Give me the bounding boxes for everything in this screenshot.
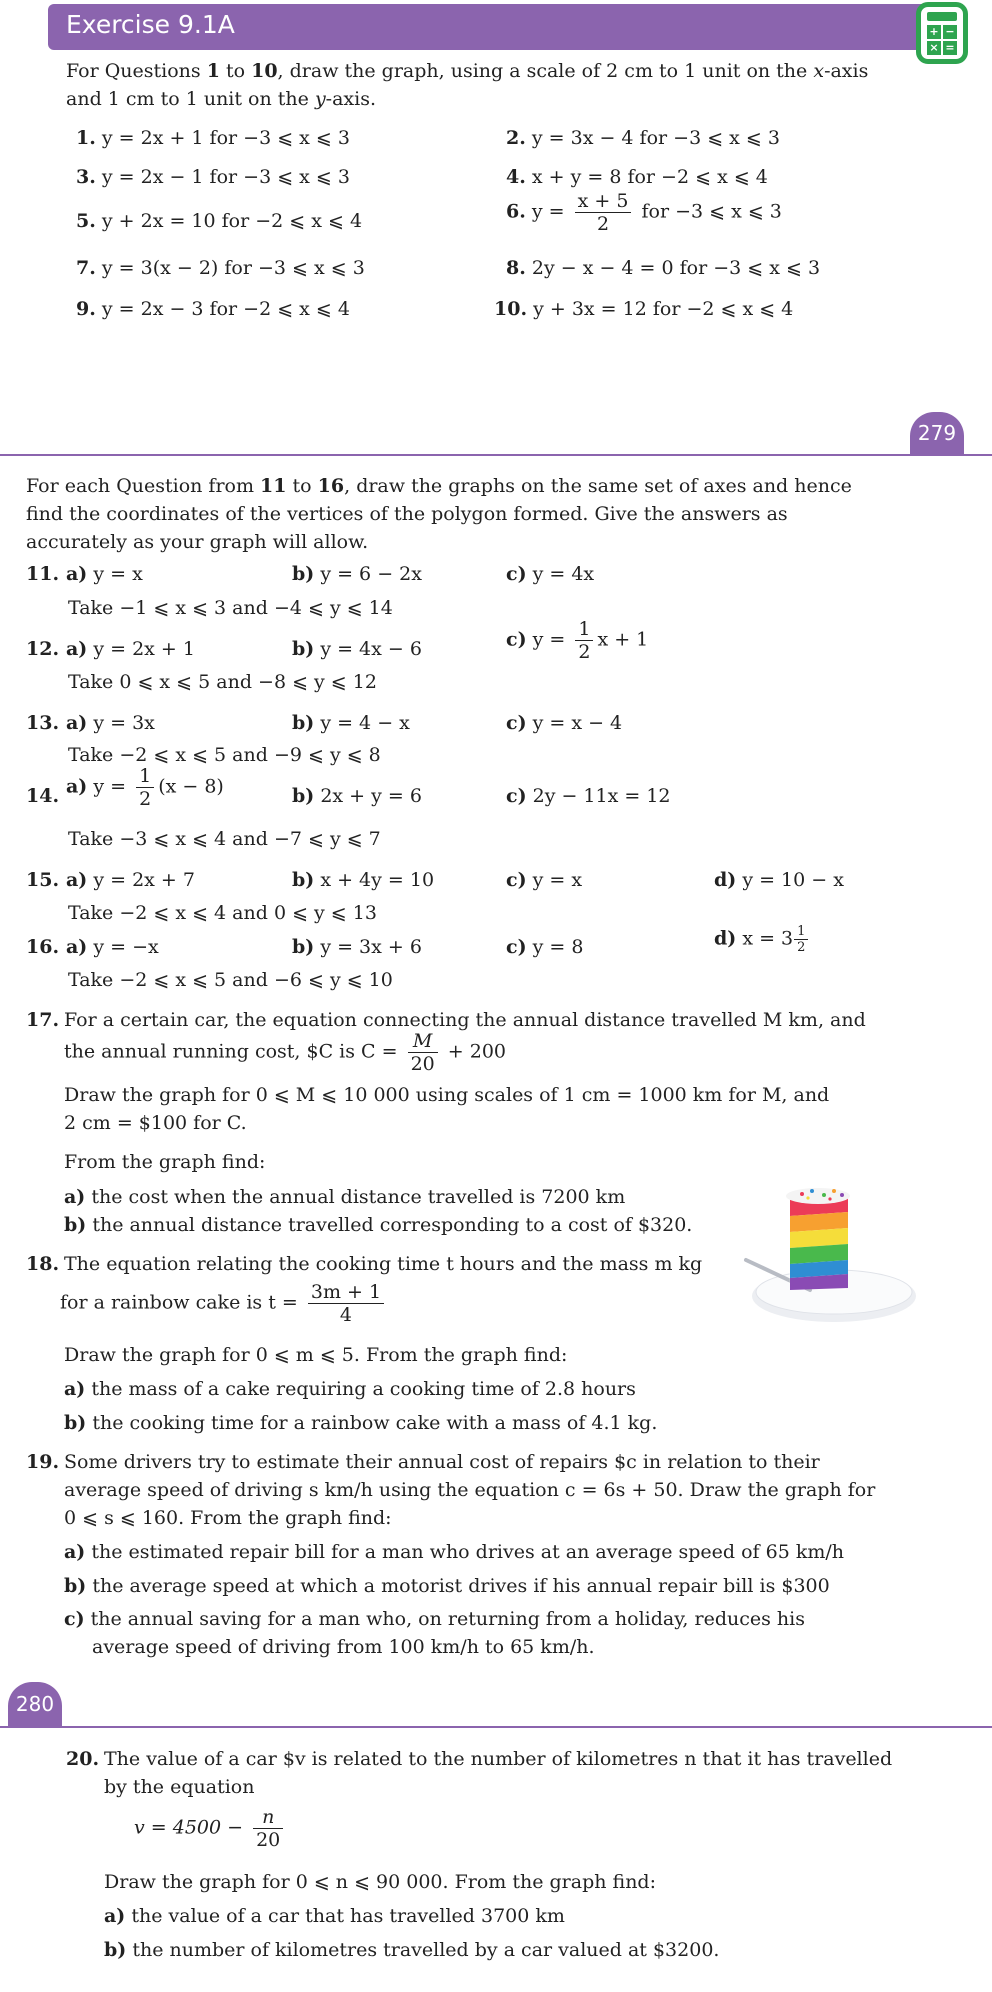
question-15-c	[506, 866, 582, 894]
question-text: x + y = 8 for −2 ⩽ x ⩽ 4	[531, 166, 768, 188]
page-number-badge: 279	[910, 412, 964, 454]
fraction	[408, 1030, 438, 1075]
part-label: a)	[64, 1186, 86, 1208]
question-13-c	[506, 709, 622, 737]
question-17-a	[64, 1183, 625, 1211]
question-11-range: Take −1 ⩽ x ⩽ 3 and −4 ⩽ y ⩽ 14	[68, 597, 393, 619]
part-label: b)	[64, 1214, 87, 1236]
question-number: 16.	[26, 936, 60, 958]
question-text: y = 2x + 1	[93, 638, 195, 660]
question-text: y = x − 4	[532, 712, 623, 734]
question-text: 2y − x − 4 = 0 for −3 ⩽ x ⩽ 3	[531, 257, 821, 279]
intro-text: , draw the graph, using a scale of 2 cm to 1 unit on the	[277, 60, 814, 82]
question-number: 1.	[76, 127, 96, 149]
question-text: y = 3x	[93, 712, 155, 734]
question-17-line-3: Draw the graph for 0 ⩽ M ⩽ 10 000 using scales of 1 cm = 1000 km for M, and	[64, 1084, 830, 1106]
part-label: a)	[66, 775, 88, 798]
question-text: y = 4 − x	[320, 712, 410, 734]
intro2-line-1	[26, 472, 852, 500]
intro-number: 11	[260, 475, 287, 497]
fraction-numerator: 1	[578, 618, 591, 640]
question-12-a	[66, 635, 195, 663]
question-text: for −3 ⩽ x ⩽ 3	[635, 200, 782, 223]
question-text: y =	[93, 775, 133, 798]
intro-text: and 1 cm to 1 unit on the	[66, 88, 315, 110]
question-20-line-3: Draw the graph for 0 ⩽ n ⩽ 90 000. From the graph find:	[104, 1871, 656, 1893]
question-20-b	[104, 1936, 719, 1964]
part-label: b)	[292, 638, 315, 660]
question-text: y = 2x − 3 for −2 ⩽ x ⩽ 4	[101, 298, 350, 320]
calculator-icon	[916, 2, 968, 64]
question-text: y = 2x + 7	[93, 869, 195, 891]
question-20-line-1: The value of a car $v is related to the number of kilometres n that it has travelled	[104, 1748, 893, 1770]
question-11-c	[506, 560, 594, 588]
part-label: c)	[506, 936, 527, 958]
part-label: a)	[64, 1541, 86, 1563]
question-text: y = 4x − 6	[320, 638, 422, 660]
question-text: x + 1	[597, 628, 649, 651]
fraction	[136, 765, 154, 810]
question-20-a	[104, 1902, 565, 1930]
calculator-screen	[927, 12, 957, 21]
question-15-d	[714, 866, 844, 894]
question-text: y =	[531, 200, 571, 223]
fraction	[794, 924, 808, 955]
intro-number: 10	[251, 60, 278, 82]
question-19-c	[64, 1605, 805, 1633]
question-13-b	[292, 709, 410, 737]
intro2-line-3: accurately as your graph will allow.	[26, 531, 369, 553]
question-13-a	[66, 709, 155, 737]
question-15-b	[292, 866, 434, 894]
calculator-key: −	[943, 25, 957, 39]
intro-var: y	[314, 88, 326, 110]
question-19-line-1: Some drivers try to estimate their annual cost of repairs $c in relation to their	[64, 1451, 820, 1473]
part-label: b)	[292, 712, 315, 734]
question-11-b	[292, 560, 422, 588]
intro-line-2	[66, 85, 376, 113]
fraction-denominator: 4	[308, 1303, 384, 1326]
intro2-line-2: find the coordinates of the vertices of the polygon formed. Give the answers as	[26, 503, 788, 525]
question-text: the cooking time for a rainbow cake with a mass of 4.1 kg.	[92, 1412, 658, 1434]
question-number: 15.	[26, 869, 60, 891]
question-17-line-2	[64, 1030, 506, 1075]
question-text: y = 3x − 4 for −3 ⩽ x ⩽ 3	[531, 127, 780, 149]
question-17-line-4: 2 cm = $100 for C.	[64, 1112, 247, 1134]
part-label: b)	[292, 936, 315, 958]
rainbow-cake-image	[738, 1178, 918, 1328]
question-number: 14.	[26, 785, 60, 807]
question-text: x = 3	[742, 927, 794, 950]
fraction-numerator: M	[412, 1030, 433, 1052]
question-text: for a rainbow cake is t =	[60, 1291, 304, 1314]
question-text: the average speed at which a motorist drives if his annual repair bill is $300	[92, 1575, 830, 1597]
question-3	[76, 163, 350, 191]
question-16-b	[292, 933, 422, 961]
question-12-range: Take 0 ⩽ x ⩽ 5 and −8 ⩽ y ⩽ 12	[68, 671, 377, 693]
part-label: a)	[104, 1905, 126, 1927]
question-10	[494, 295, 793, 323]
question-text: 2x + y = 6	[320, 785, 422, 807]
intro-text: -axis	[824, 60, 869, 82]
intro-text: to	[219, 60, 252, 82]
fraction	[308, 1281, 384, 1326]
question-text: the value of a car that has travelled 3700 km	[131, 1905, 565, 1927]
part-label: c)	[506, 628, 527, 651]
question-number: 9.	[76, 298, 96, 320]
part-label: a)	[64, 1378, 86, 1400]
question-number: 17.	[26, 1009, 60, 1031]
question-number: 7.	[76, 257, 96, 279]
question-17-b	[64, 1211, 692, 1239]
question-text: y = −x	[93, 936, 159, 958]
question-7	[76, 254, 365, 282]
calculator-key: =	[943, 41, 957, 55]
intro-text: For Questions	[66, 60, 207, 82]
intro-var: x	[813, 60, 825, 82]
fraction-denominator: 2	[575, 212, 632, 235]
question-18-b	[64, 1409, 657, 1437]
question-text: the annual running cost, $C is C =	[64, 1040, 404, 1063]
question-2	[506, 124, 780, 152]
question-text: y =	[532, 628, 572, 651]
intro-text: For each Question from	[26, 475, 261, 497]
question-number: 3.	[76, 166, 96, 188]
question-11-a	[66, 560, 143, 588]
question-13-range: Take −2 ⩽ x ⩽ 5 and −9 ⩽ y ⩽ 8	[68, 744, 381, 766]
question-text: the mass of a cake requiring a cooking time of 2.8 hours	[91, 1378, 636, 1400]
question-number: 2.	[506, 127, 526, 149]
question-text: the annual distance travelled corresponding to a cost of $320.	[92, 1214, 693, 1236]
part-label: c)	[506, 563, 527, 585]
question-16-d	[714, 924, 809, 955]
question-text: y = x	[93, 563, 143, 585]
question-text: x + 4y = 10	[320, 869, 435, 891]
question-16-range: Take −2 ⩽ x ⩽ 5 and −6 ⩽ y ⩽ 10	[68, 969, 393, 991]
intro-line-1	[66, 57, 868, 85]
fraction-denominator: 2	[794, 939, 808, 955]
question-text: + 200	[441, 1040, 507, 1063]
intro-text: , draw the graphs on the same set of axes and hence	[344, 475, 852, 497]
part-label: c)	[506, 712, 527, 734]
question-number: 5.	[76, 210, 96, 232]
fraction	[253, 1806, 283, 1851]
part-label: d)	[714, 927, 737, 950]
question-number: 6.	[506, 200, 526, 223]
question-14-range: Take −3 ⩽ x ⩽ 4 and −7 ⩽ y ⩽ 7	[68, 828, 381, 850]
question-text: (x − 8)	[158, 775, 224, 798]
fraction	[575, 190, 632, 235]
part-label: a)	[66, 936, 88, 958]
question-15-a	[66, 866, 195, 894]
question-14-a	[66, 765, 224, 810]
fraction-numerator: x + 5	[577, 190, 629, 212]
question-text: y = 3(x − 2) for −3 ⩽ x ⩽ 3	[101, 257, 365, 279]
part-label: b)	[64, 1575, 87, 1597]
question-number: 18.	[26, 1253, 60, 1275]
page-divider	[0, 454, 992, 456]
question-text: the estimated repair bill for a man who drives at an average speed of 65 km/h	[91, 1541, 845, 1563]
part-label: c)	[64, 1608, 85, 1630]
calculator-key: +	[927, 25, 941, 39]
question-number: 13.	[26, 712, 60, 734]
fraction-numerator: 1	[797, 924, 806, 939]
page-divider	[0, 1726, 992, 1728]
question-12-c	[506, 618, 648, 663]
question-text: y = x	[532, 869, 583, 891]
part-label: a)	[66, 563, 88, 585]
question-6	[506, 190, 782, 235]
intro-number: 16	[317, 475, 345, 497]
question-text: y + 3x = 12 for −2 ⩽ x ⩽ 4	[533, 298, 794, 320]
question-number: 20.	[66, 1748, 100, 1770]
question-text: y + 2x = 10 for −2 ⩽ x ⩽ 4	[101, 210, 363, 232]
question-text: y = 3x + 6	[320, 936, 422, 958]
question-17-line-1: For a certain car, the equation connecting the annual distance travelled M km, and	[64, 1009, 866, 1031]
part-label: d)	[714, 869, 737, 891]
part-label: b)	[104, 1939, 127, 1961]
question-text: y = 2x + 1 for −3 ⩽ x ⩽ 3	[101, 127, 350, 149]
question-4	[506, 163, 768, 191]
part-label: a)	[66, 712, 88, 734]
part-label: b)	[64, 1412, 87, 1434]
question-16-c	[506, 933, 583, 961]
question-text: y = 4x	[532, 563, 595, 585]
calculator-key: ×	[927, 41, 941, 55]
question-number: 8.	[506, 257, 526, 279]
question-17-line-5: From the graph find:	[64, 1151, 266, 1173]
question-15-range: Take −2 ⩽ x ⩽ 4 and 0 ⩽ y ⩽ 13	[68, 902, 377, 924]
exercise-title: Exercise 9.1A	[66, 10, 235, 39]
question-text: y = 6 − 2x	[320, 563, 422, 585]
question-19-line-2: average speed of driving s km/h using the equation c = 6s + 50. Draw the graph for	[64, 1479, 876, 1501]
question-16-a	[66, 933, 159, 961]
fraction-denominator: 2	[575, 640, 593, 663]
part-label: a)	[66, 869, 88, 891]
question-14-c	[506, 782, 671, 810]
question-number: 12.	[26, 638, 60, 660]
fraction-denominator: 20	[408, 1052, 438, 1075]
question-text: the number of kilometres travelled by a car valued at $3200.	[132, 1939, 720, 1961]
intro-text: to	[286, 475, 318, 497]
question-number: 10.	[494, 298, 528, 320]
part-label: c)	[506, 869, 527, 891]
question-19-b	[64, 1572, 830, 1600]
fraction-denominator: 20	[253, 1828, 283, 1851]
question-14-b	[292, 782, 422, 810]
part-label: c)	[506, 785, 527, 807]
question-1	[76, 124, 350, 152]
question-text: y = 8	[532, 936, 584, 958]
part-label: b)	[292, 869, 315, 891]
fraction-numerator: n	[262, 1806, 275, 1828]
question-8	[506, 254, 820, 282]
question-20-equation	[134, 1806, 287, 1851]
question-text: y = 10 − x	[742, 869, 844, 891]
intro-number: 1	[206, 60, 220, 82]
question-18-line-2	[60, 1281, 388, 1326]
question-5	[76, 207, 362, 235]
question-number: 4.	[506, 166, 526, 188]
intro-text: -axis.	[325, 88, 377, 110]
fraction	[575, 618, 593, 663]
question-text: the annual saving for a man who, on returning from a holiday, reduces his	[90, 1608, 805, 1630]
question-19-c-line-2: average speed of driving from 100 km/h to 65 km/h.	[92, 1636, 595, 1658]
question-text: the cost when the annual distance travelled is 7200 km	[91, 1186, 626, 1208]
question-number: 19.	[26, 1451, 60, 1473]
question-18-a	[64, 1375, 636, 1403]
part-label: a)	[66, 638, 88, 660]
question-text: 2y − 11x = 12	[532, 785, 671, 807]
question-19-a	[64, 1538, 844, 1566]
question-19-line-3: 0 ⩽ s ⩽ 160. From the graph find:	[64, 1507, 392, 1529]
part-label: b)	[292, 563, 315, 585]
calculator-keys	[927, 25, 957, 55]
page-number-badge: 280	[8, 1682, 62, 1726]
question-text: y = 2x − 1 for −3 ⩽ x ⩽ 3	[101, 166, 350, 188]
question-20-line-2: by the equation	[104, 1776, 255, 1798]
fraction-denominator: 2	[136, 787, 154, 810]
question-18-line-3: Draw the graph for 0 ⩽ m ⩽ 5. From the graph find:	[64, 1344, 568, 1366]
question-number: 11.	[26, 563, 60, 585]
part-label: b)	[292, 785, 315, 807]
fraction-numerator: 1	[139, 765, 152, 787]
question-text: v = 4500 −	[134, 1816, 250, 1839]
question-12-b	[292, 635, 422, 663]
fraction-numerator: 3m + 1	[310, 1281, 382, 1303]
question-18-line-1: The equation relating the cooking time t hours and the mass m kg	[64, 1253, 703, 1275]
question-9	[76, 295, 350, 323]
